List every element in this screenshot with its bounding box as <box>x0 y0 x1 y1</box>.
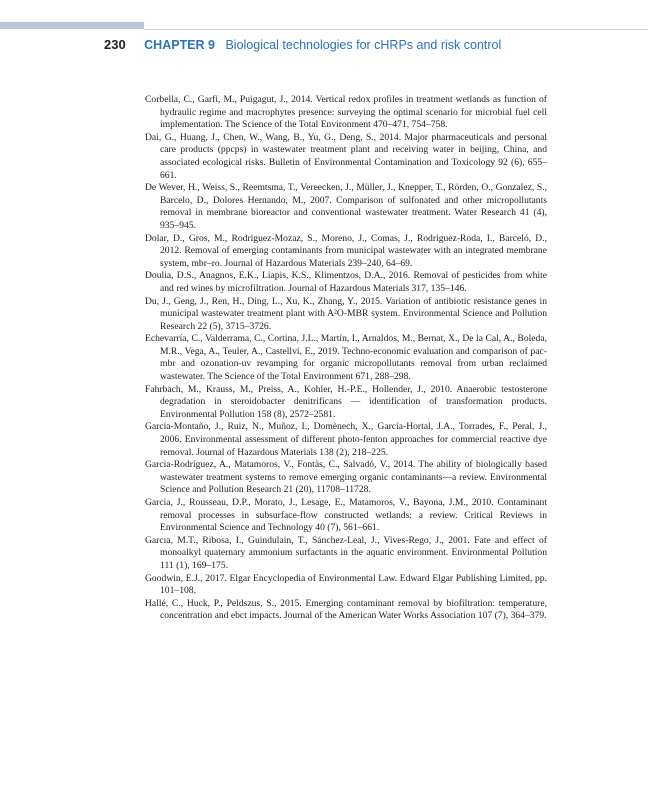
chapter-label: CHAPTER 9 <box>144 38 215 52</box>
reference-item: García-Montaño, J., Ruiz, N., Muñoz, I., Domènech, X., García-Hortal, J.A., Torrades, F., Peral, J., 2006. Environmental assessment of different photo-fenton approaches for commercial reactive dye removal. Journal of Hazardous Materials 138 (2), 218–225. <box>145 421 547 458</box>
reference-item: Goodwin, E.J., 2017. Elgar Encyclopedia of Environmental Law. Edward Elgar Publishing Limited, pp. 101–108. <box>145 572 547 597</box>
reference-item: Doulia, D.S., Anagnos, E.K., Liapis, K.S., Klimentzos, D.A., 2016. Removal of pesticides from white and red wines by microfiltration. Journal of Hazardous Materials 317, 135–146. <box>145 270 547 294</box>
reference-item: Du, J., Geng, J., Ren, H., Ding, L., Xu, K., Zhang, Y., 2015. Variation of antibiotic resistance genes in municipal wastewater treatment plant with A²O-MBR system. Environmental Science and Pollution Research 22 (5), 3715–3726. <box>145 295 547 332</box>
reference-item: Corbella, C., Garfí, M., Puigagut, J., 2014. Vertical redox profiles in treatment wetlands as function of hydraulic regime and macrophytes presence: surveying the optimal scenario for microbial fuel cell implementation. The Science of the Total Environment 470–471, 754–758. <box>145 94 547 131</box>
reference-item: Fahrbach, M., Krauss, M., Preiss, A., Kohler, H.-P.E., Hollender, J., 2010. Anaerobic testosterone degradation in steroidobacter denitrificans — identification of transformation products. Environmental Pollution 158 (8), 2572–2581. <box>145 383 547 420</box>
reference-item: Garcia-Rodríguez, A., Matamoros, V., Fontàs, C., Salvadó, V., 2014. The ability of biologically based wastewater treatment systems to remove emerging organic contaminants—a review. Environmental Science and Pollution Research 21 (20), 11708–11728. <box>145 459 547 496</box>
chapter-title: Biological technologies for cHRPs and risk control <box>225 38 502 52</box>
page-number: 230 <box>104 37 126 52</box>
header-rule <box>144 29 648 30</box>
reference-item: Garcia, J., Rousseau, D.P., Morato, J., Lesage, E., Matamoros, V., Bayona, J.M., 2010. Contaminant removal processes in subsurface-flow constructed wetlands: a review. Critical Reviews in Environmental Science and Technology 40 (7), 561–661. <box>145 497 547 534</box>
reference-item: Dai, G., Huang, J., Chen, W., Wang, B., Yu, G., Deng, S., 2014. Major pharmaceuticals and personal care products (ppcps) in wastewater treatment plant and receiving water in beijing, China, and associated ecological risks. Bulletin of Environmental Contamination and Toxicology 92 (6), 655–661. <box>145 131 547 181</box>
reference-item: Echevarría, C., Valderrama, C., Cortina, J.L., Martín, I., Arnaldos, M., Bernat, X., De la Cal, A., Boleda, M.R., Vega, A., Teuler, A., Castellví, E., 2019. Techno-economic evaluation and comparison of pac-mbr and ozonation-uv revamping for organic micropollutants removal from urban reclaimed wastewater. The Science of the Total Environment 671, 288–298. <box>145 333 547 383</box>
reference-list <box>145 94 547 623</box>
header-accent-bar <box>0 22 144 29</box>
reference-item: De Wever, H., Weiss, S., Reemtsma, T., Vereecken, J., Müller, J., Knepper, T., Rörden, O., Gonzalez, S., Barcelo, D., Dolores Hernando, M., 2007. Comparison of sulfonated and other micropollutants removal in membrane bioreactor and conventional wastewater treatment. Water Research 41 (4), 935–945. <box>145 182 547 231</box>
reference-item: Hallé, C., Huck, P., Peldszus, S., 2015. Emerging contaminant removal by biofiltration: temperature, concentration and ebct impacts. Journal of the American Water Works Association 107 (7), 364–379. <box>145 597 547 622</box>
running-header <box>104 36 501 54</box>
reference-item: Dolar, D., Gros, M., Rodriguez-Mozaz, S., Moreno, J., Comas, J., Rodriguez-Roda, I., Barceló, D., 2012. Removal of emerging contaminants from municipal wastewater with an integrated membrane system, mbr–ro. Journal of Hazardous Materials 239–240, 64–69. <box>145 232 547 269</box>
reference-item: Garcıa, M.T., Ribosa, I., Guindulain, T., Sánchez-Leal, J., Vives-Rego, J., 2001. Fate and effect of monoalkyl quaternary ammonium surfactants in the aquatic environment. Environmental Pollution 111 (1), 169–175. <box>145 534 547 571</box>
